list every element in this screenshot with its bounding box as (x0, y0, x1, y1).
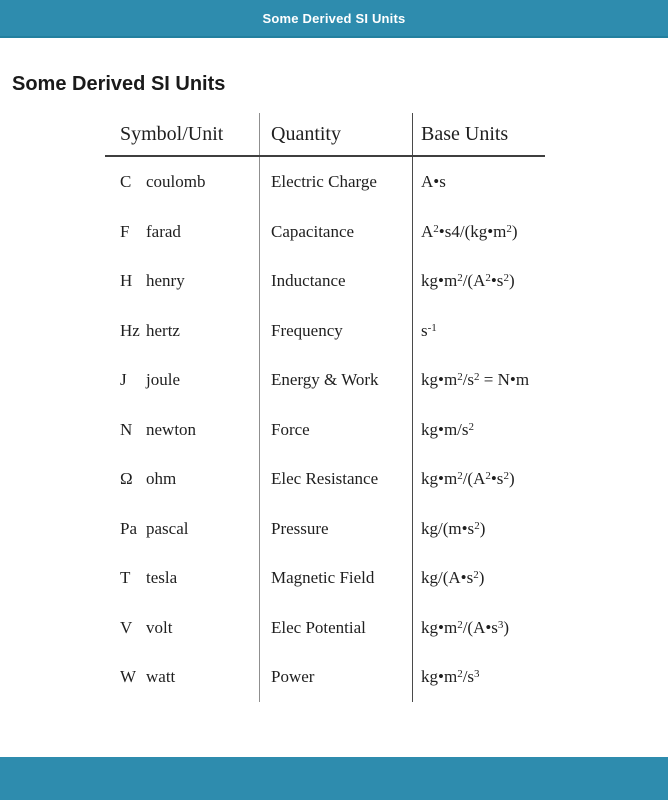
unit-symbol: C (120, 172, 132, 191)
unit-symbol: H (120, 271, 133, 290)
cell-base-units: $kg•m^2/(A•s^3)$ (412, 603, 545, 653)
cell-symbol-unit (105, 157, 259, 207)
footer-bar (0, 757, 668, 800)
cell-quantity: Magnetic Field (259, 553, 412, 603)
unit-name: coulomb (146, 172, 206, 191)
cell-symbol-unit (105, 553, 259, 603)
cell-symbol-unit (105, 454, 259, 504)
si-units-table (105, 113, 545, 702)
cell-symbol-unit (105, 405, 259, 455)
unit-symbol: V (120, 617, 133, 637)
cell-quantity: Elec Resistance (259, 454, 412, 504)
table-row (105, 157, 545, 207)
cell-base-units: $kg•m^2/(A^2•s^2)$ (412, 256, 545, 306)
page-title: Some Derived SI Units (12, 73, 226, 95)
cell-quantity: Power (259, 652, 412, 702)
column-header-quantity: Quantity (259, 113, 412, 155)
cell-quantity: Elec Potential (259, 603, 412, 653)
cell-base-units: $kg•m^2/(A^2•s^2)$ (412, 454, 545, 504)
table-body (105, 157, 545, 702)
table-row (105, 553, 545, 603)
table-row (105, 405, 545, 455)
table-row (105, 207, 545, 257)
unit-symbol: W (120, 667, 137, 686)
cell-symbol-unit (105, 306, 259, 356)
table-row (105, 652, 545, 702)
cell-quantity: Pressure (259, 504, 412, 554)
unit-symbol: Ω (120, 469, 133, 488)
cell-symbol-unit (105, 256, 259, 306)
cell-quantity: Capacitance (259, 207, 412, 257)
cell-quantity: Force (259, 405, 412, 455)
table-row (105, 603, 545, 653)
unit-name: farad (146, 221, 181, 241)
cell-symbol-unit (105, 504, 259, 554)
unit-symbol: N (120, 419, 133, 439)
cell-base-units: $kg•m^2/s^3$ (412, 652, 545, 702)
unit-name: volt (146, 617, 173, 637)
unit-symbol: Pa (120, 518, 137, 538)
cell-quantity: Electric Charge (259, 157, 412, 207)
cell-symbol-unit (105, 652, 259, 702)
table-row (105, 454, 545, 504)
column-header-base-units: Base Units (412, 113, 545, 155)
unit-symbol: T (120, 568, 131, 587)
unit-name: ohm (146, 469, 177, 488)
unit-name: pascal (146, 518, 189, 538)
cell-base-units: $kg/(A•s^2)$ (412, 553, 545, 603)
cell-symbol-unit (105, 603, 259, 653)
unit-symbol: J (120, 370, 127, 389)
unit-name: henry (146, 271, 185, 290)
cell-base-units: $A^2•s4/(kg•m^2)$ (412, 207, 545, 257)
unit-name: tesla (146, 568, 178, 587)
table-row (105, 355, 545, 405)
cell-symbol-unit (105, 207, 259, 257)
top-bar-title: Some Derived SI Units (262, 10, 406, 26)
column-header-symbol-unit: Symbol/Unit (120, 123, 224, 145)
top-bar (0, 0, 668, 38)
cell-quantity: Energy & Work (259, 355, 412, 405)
cell-quantity: Inductance (259, 256, 412, 306)
cell-base-units: $kg•m^2/s^2$ = N•m (412, 355, 545, 405)
cell-symbol-unit (105, 355, 259, 405)
cell-base-units: $kg/(m•s^2)$ (412, 504, 545, 554)
unit-symbol: F (120, 221, 130, 241)
unit-name: joule (146, 370, 180, 389)
unit-name: watt (146, 667, 176, 686)
table-row (105, 306, 545, 356)
cell-base-units: A•s (412, 157, 545, 207)
cell-base-units: $s^{-1}$ (412, 306, 545, 356)
unit-name: newton (146, 419, 197, 439)
unit-symbol: Hz (120, 320, 140, 340)
table-header-row (105, 113, 545, 157)
table-row (105, 504, 545, 554)
table-row (105, 256, 545, 306)
cell-base-units: $kg•m/s^2$ (412, 405, 545, 455)
cell-quantity: Frequency (259, 306, 412, 356)
unit-name: hertz (146, 320, 180, 340)
